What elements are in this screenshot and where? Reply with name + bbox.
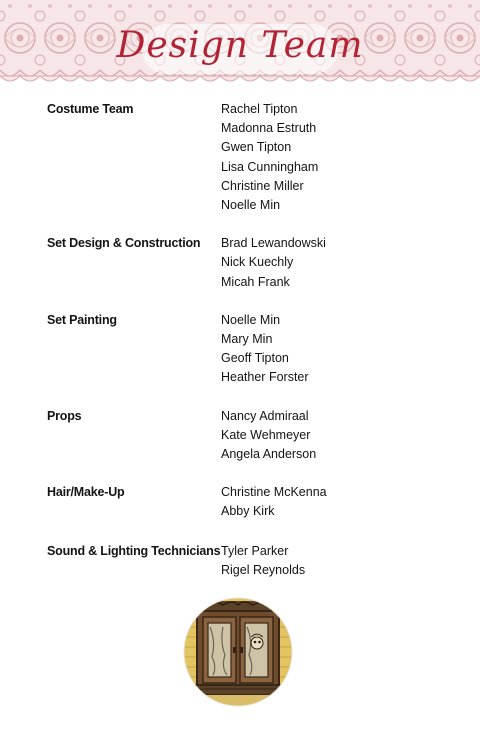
member-name: Tyler Parker bbox=[221, 543, 289, 558]
member-name: Geoff Tipton bbox=[221, 351, 289, 366]
member-list bbox=[221, 234, 467, 292]
team-group bbox=[47, 234, 467, 292]
member-name: Rachel Tipton bbox=[221, 102, 298, 116]
member-name: Nick Kuechly bbox=[221, 255, 294, 270]
member-name: Micah Frank bbox=[221, 274, 290, 289]
member-list bbox=[221, 483, 467, 521]
member-list bbox=[221, 311, 467, 388]
member-name: Christine McKenna bbox=[221, 485, 327, 500]
design-team-roster bbox=[47, 100, 467, 599]
team-group bbox=[47, 100, 467, 215]
team-group bbox=[47, 542, 467, 580]
member-name: Noelle Min bbox=[221, 312, 281, 327]
team-group bbox=[47, 483, 467, 521]
member-name: Angela Anderson bbox=[221, 447, 317, 462]
team-name: Sound & Lighting Technicians bbox=[47, 543, 221, 558]
member-name: Noelle Min bbox=[221, 198, 281, 213]
page-title: Design Team bbox=[116, 25, 364, 66]
team-name: Set Design & Construction bbox=[47, 236, 201, 251]
member-list bbox=[221, 407, 467, 465]
member-list bbox=[221, 542, 467, 580]
member-name: Rigel Reynolds bbox=[221, 562, 306, 577]
member-list bbox=[221, 100, 467, 215]
member-name: Heather Forster bbox=[221, 370, 309, 385]
team-name: Set Painting bbox=[47, 312, 117, 327]
member-name: Kate Wehmeyer bbox=[221, 427, 311, 442]
member-name: Christine Miller bbox=[221, 178, 304, 193]
member-name: Madonna Estruth bbox=[221, 121, 317, 136]
member-name: Abby Kirk bbox=[221, 504, 275, 519]
team-name: Costume Team bbox=[47, 102, 134, 116]
member-name: Lisa Cunningham bbox=[221, 159, 319, 174]
team-group bbox=[47, 407, 467, 465]
member-name: Brad Lewandowski bbox=[221, 236, 326, 251]
member-name: Gwen Tipton bbox=[221, 140, 292, 155]
team-name: Hair/Make-Up bbox=[47, 485, 125, 500]
member-name: Mary Min bbox=[221, 332, 273, 347]
member-name: Nancy Admiraal bbox=[221, 408, 309, 423]
team-name: Props bbox=[47, 408, 82, 423]
team-group bbox=[47, 311, 467, 388]
wooden-window-illustration bbox=[183, 597, 293, 707]
